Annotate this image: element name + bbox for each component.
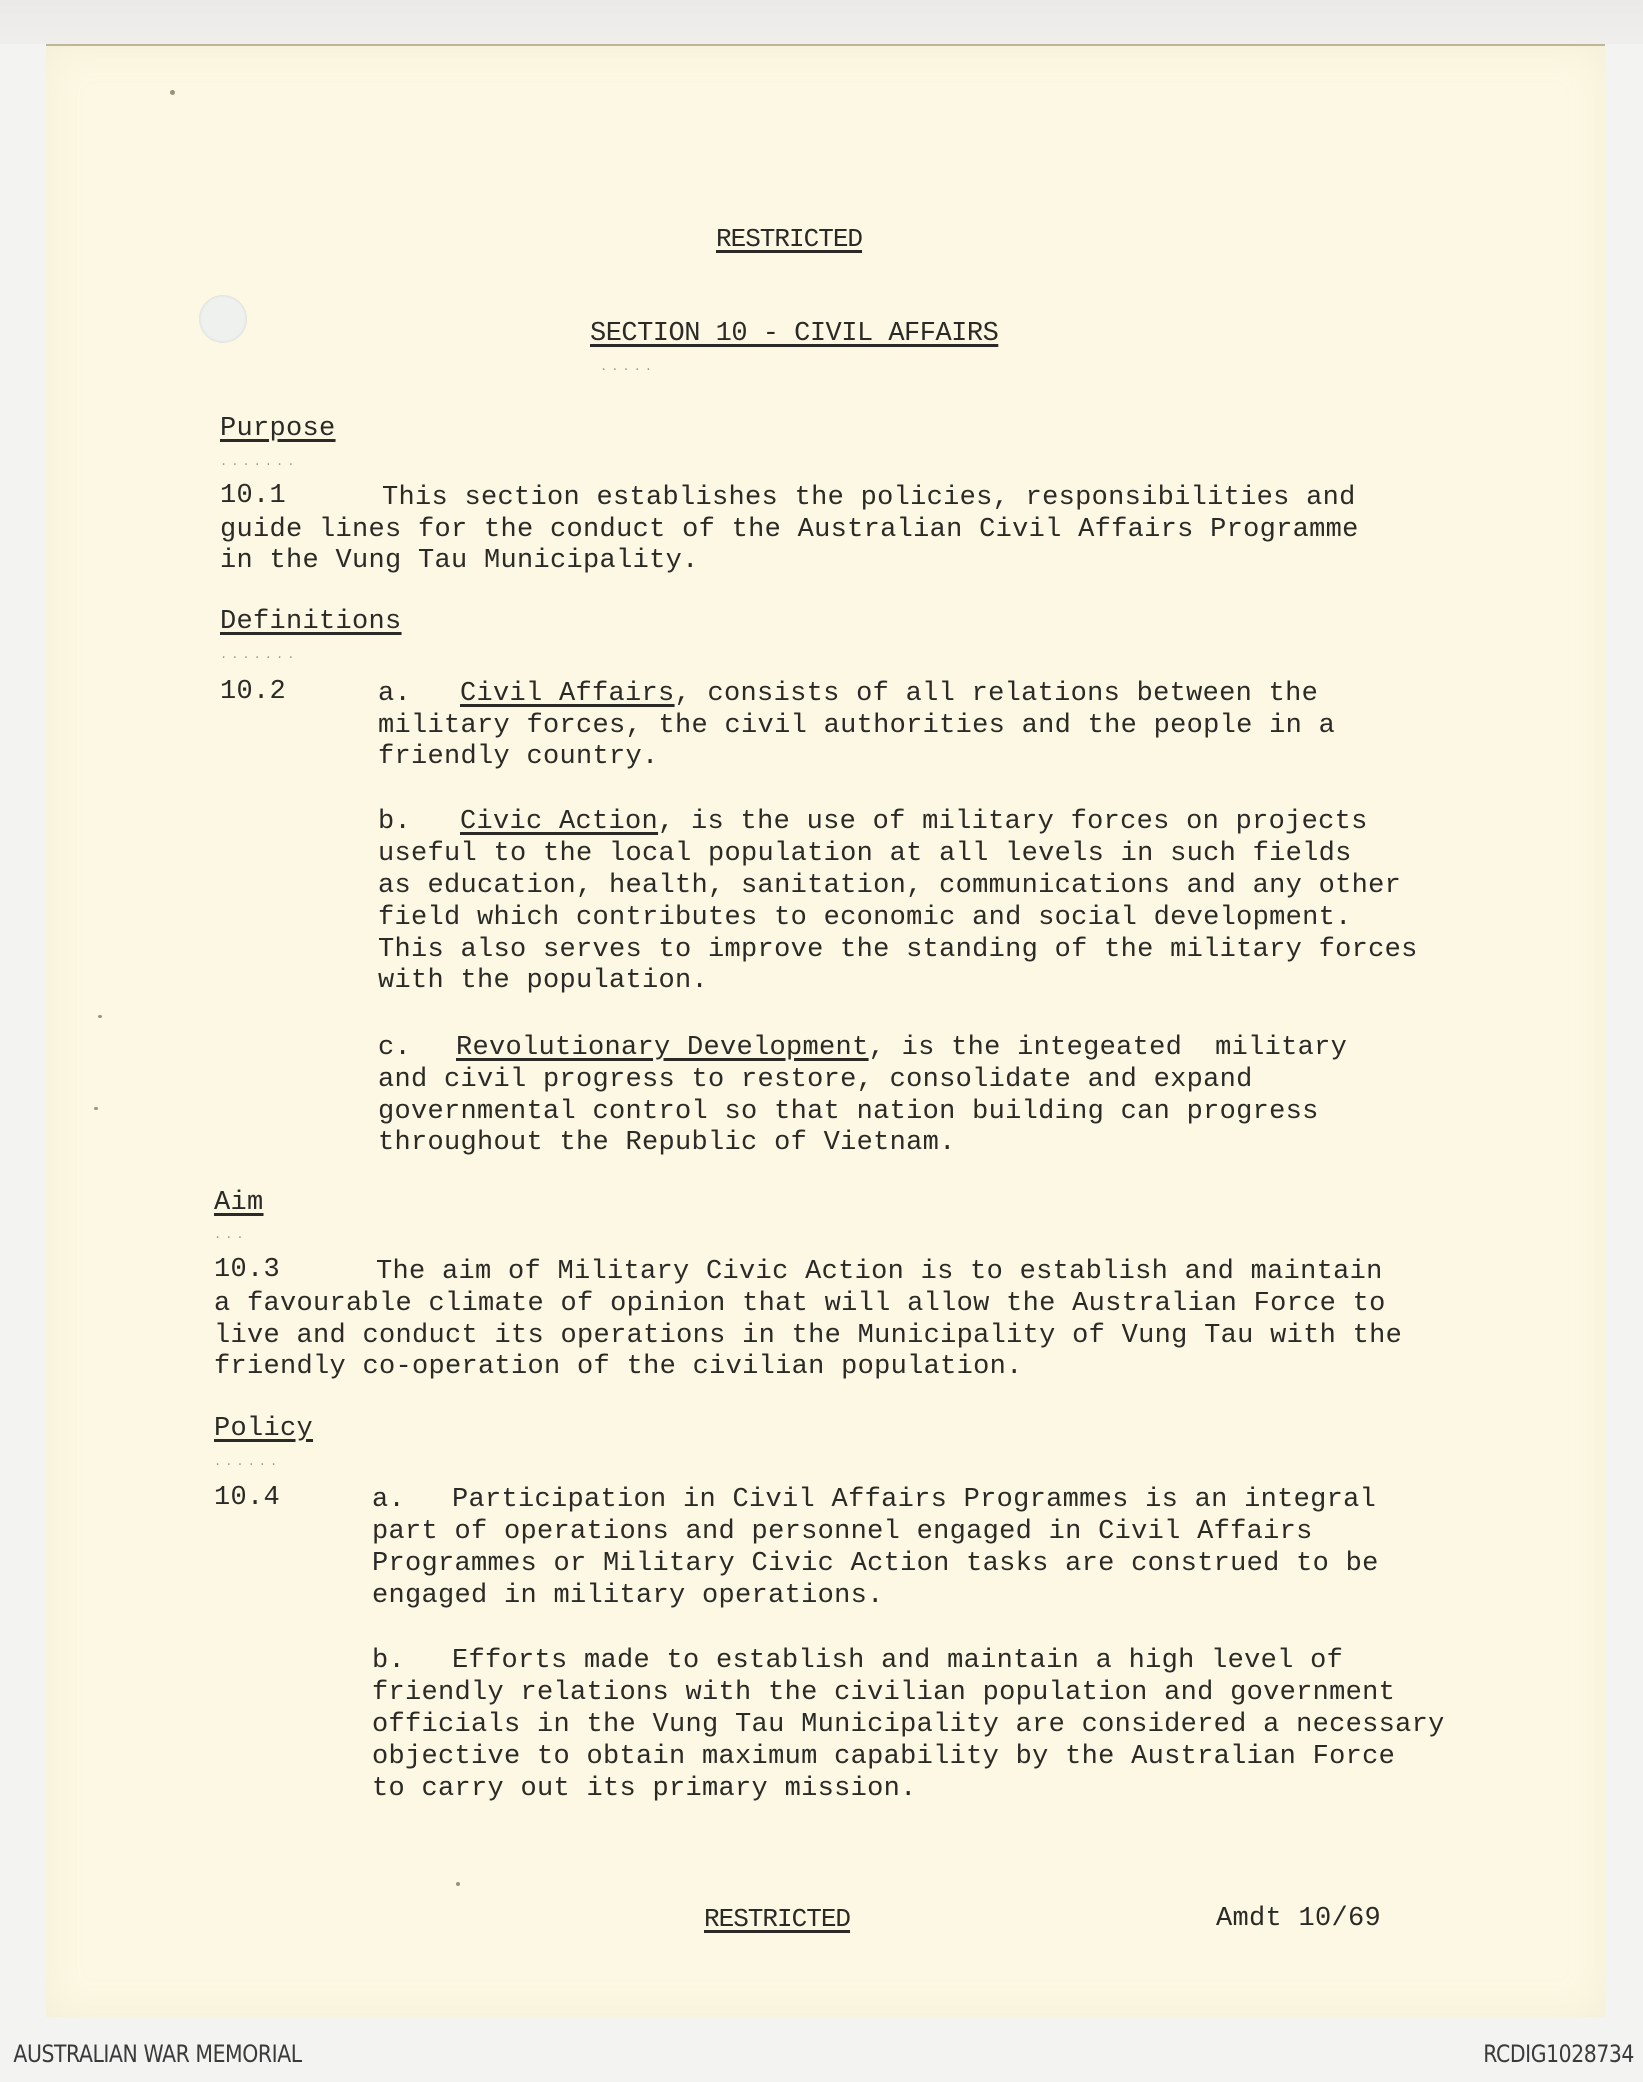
paragraph-line: in the Vung Tau Municipality. (220, 546, 699, 576)
paragraph-number: 10.4 (214, 1483, 281, 1513)
item-letter: c. (378, 1033, 412, 1063)
archive-institution: AUSTRALIAN WAR MEMORIAL (13, 2040, 302, 2068)
dotted-mark: ... (214, 1228, 248, 1242)
definition-line: and civil progress to restore, consolidate and expand (378, 1065, 1253, 1095)
definition-term: Civil Affairs (460, 679, 675, 709)
paragraph-line: guide lines for the conduct of the Australian Civil Affairs Programme (220, 515, 1359, 545)
definition-line: military forces, the civil authorities and the people in a (378, 711, 1336, 741)
definition-text: , consists of all relations between the (674, 679, 1319, 709)
amendment-number: Amdt 10/69 (1216, 1904, 1382, 1934)
classification-header: RESTRICTED (716, 224, 863, 254)
definition-line: as education, health, sanitation, communications and any other (378, 871, 1402, 901)
heading-policy: Policy (214, 1414, 314, 1444)
dotted-mark: ..... (600, 360, 657, 374)
definition-line (456, 1032, 1347, 1064)
dotted-mark: ...... (214, 1455, 282, 1469)
section-title: SECTION 10 - CIVIL AFFAIRS (590, 319, 999, 349)
paragraph-line: a favourable climate of opinion that will allow the Australian Force to (214, 1289, 1386, 1319)
scanner-background (0, 0, 1643, 44)
punch-hole (199, 295, 247, 343)
paper-speck (98, 1015, 102, 1018)
definition-term: Civic Action (460, 807, 659, 837)
definition-line: useful to the local population at all levels in such fields (378, 839, 1352, 869)
paper-speck (456, 1882, 460, 1886)
paragraph-line: live and conduct its operations in the Municipality of Vung Tau with the (214, 1321, 1403, 1351)
item-letter: b. (378, 807, 412, 837)
classification-footer: RESTRICTED (704, 1904, 851, 1934)
definition-line: throughout the Republic of Vietnam. (378, 1128, 956, 1158)
paragraph-number: 10.2 (220, 677, 287, 707)
definition-text: , is the integeated military (868, 1033, 1348, 1063)
paper-speck (94, 1107, 98, 1110)
paragraph-line: This section establishes the policies, responsibilities and (382, 483, 1356, 513)
item-letter: a. (378, 679, 412, 709)
paragraph-number: 10.1 (220, 481, 287, 511)
item-letter: b. (372, 1646, 406, 1676)
policy-line: friendly relations with the civilian population and government (372, 1678, 1396, 1708)
heading-definitions: Definitions (220, 607, 402, 637)
policy-line: engaged in military operations. (372, 1581, 884, 1611)
policy-line: part of operations and personnel engaged in Civil Affairs (372, 1517, 1313, 1547)
definition-line: friendly country. (378, 742, 659, 772)
definition-text: , is the use of military forces on projects (658, 807, 1368, 837)
definition-line (460, 806, 1368, 838)
paper-speck (170, 90, 175, 95)
archive-reference: RCDIG1028734 (1483, 2040, 1634, 2068)
policy-line: officials in the Vung Tau Municipality are considered a necessary (372, 1710, 1445, 1740)
policy-line: Programmes or Military Civic Action tasks are construed to be (372, 1549, 1379, 1579)
item-letter: a. (372, 1485, 406, 1515)
definition-line: field which contributes to economic and social development. (378, 903, 1352, 933)
dotted-mark: ....... (220, 455, 299, 469)
dotted-mark: ....... (220, 648, 299, 662)
heading-aim: Aim (214, 1188, 264, 1218)
policy-line: objective to obtain maximum capability by the Australian Force (372, 1742, 1396, 1772)
heading-purpose: Purpose (220, 414, 336, 444)
policy-line: Participation in Civil Affairs Programmes is an integral (452, 1485, 1377, 1515)
definition-line: This also serves to improve the standing of the military forces (378, 935, 1418, 965)
definition-term: Revolutionary Development (456, 1033, 869, 1063)
policy-line: Efforts made to establish and maintain a high level of (452, 1646, 1344, 1676)
definition-line: governmental control so that nation building can progress (378, 1097, 1319, 1127)
definition-line (460, 678, 1318, 710)
paragraph-line: friendly co-operation of the civilian population. (214, 1352, 1023, 1382)
definition-line: with the population. (378, 966, 709, 996)
paragraph-number: 10.3 (214, 1255, 281, 1285)
policy-line: to carry out its primary mission. (372, 1774, 917, 1804)
paragraph-line: The aim of Military Civic Action is to establish and maintain (376, 1257, 1383, 1287)
